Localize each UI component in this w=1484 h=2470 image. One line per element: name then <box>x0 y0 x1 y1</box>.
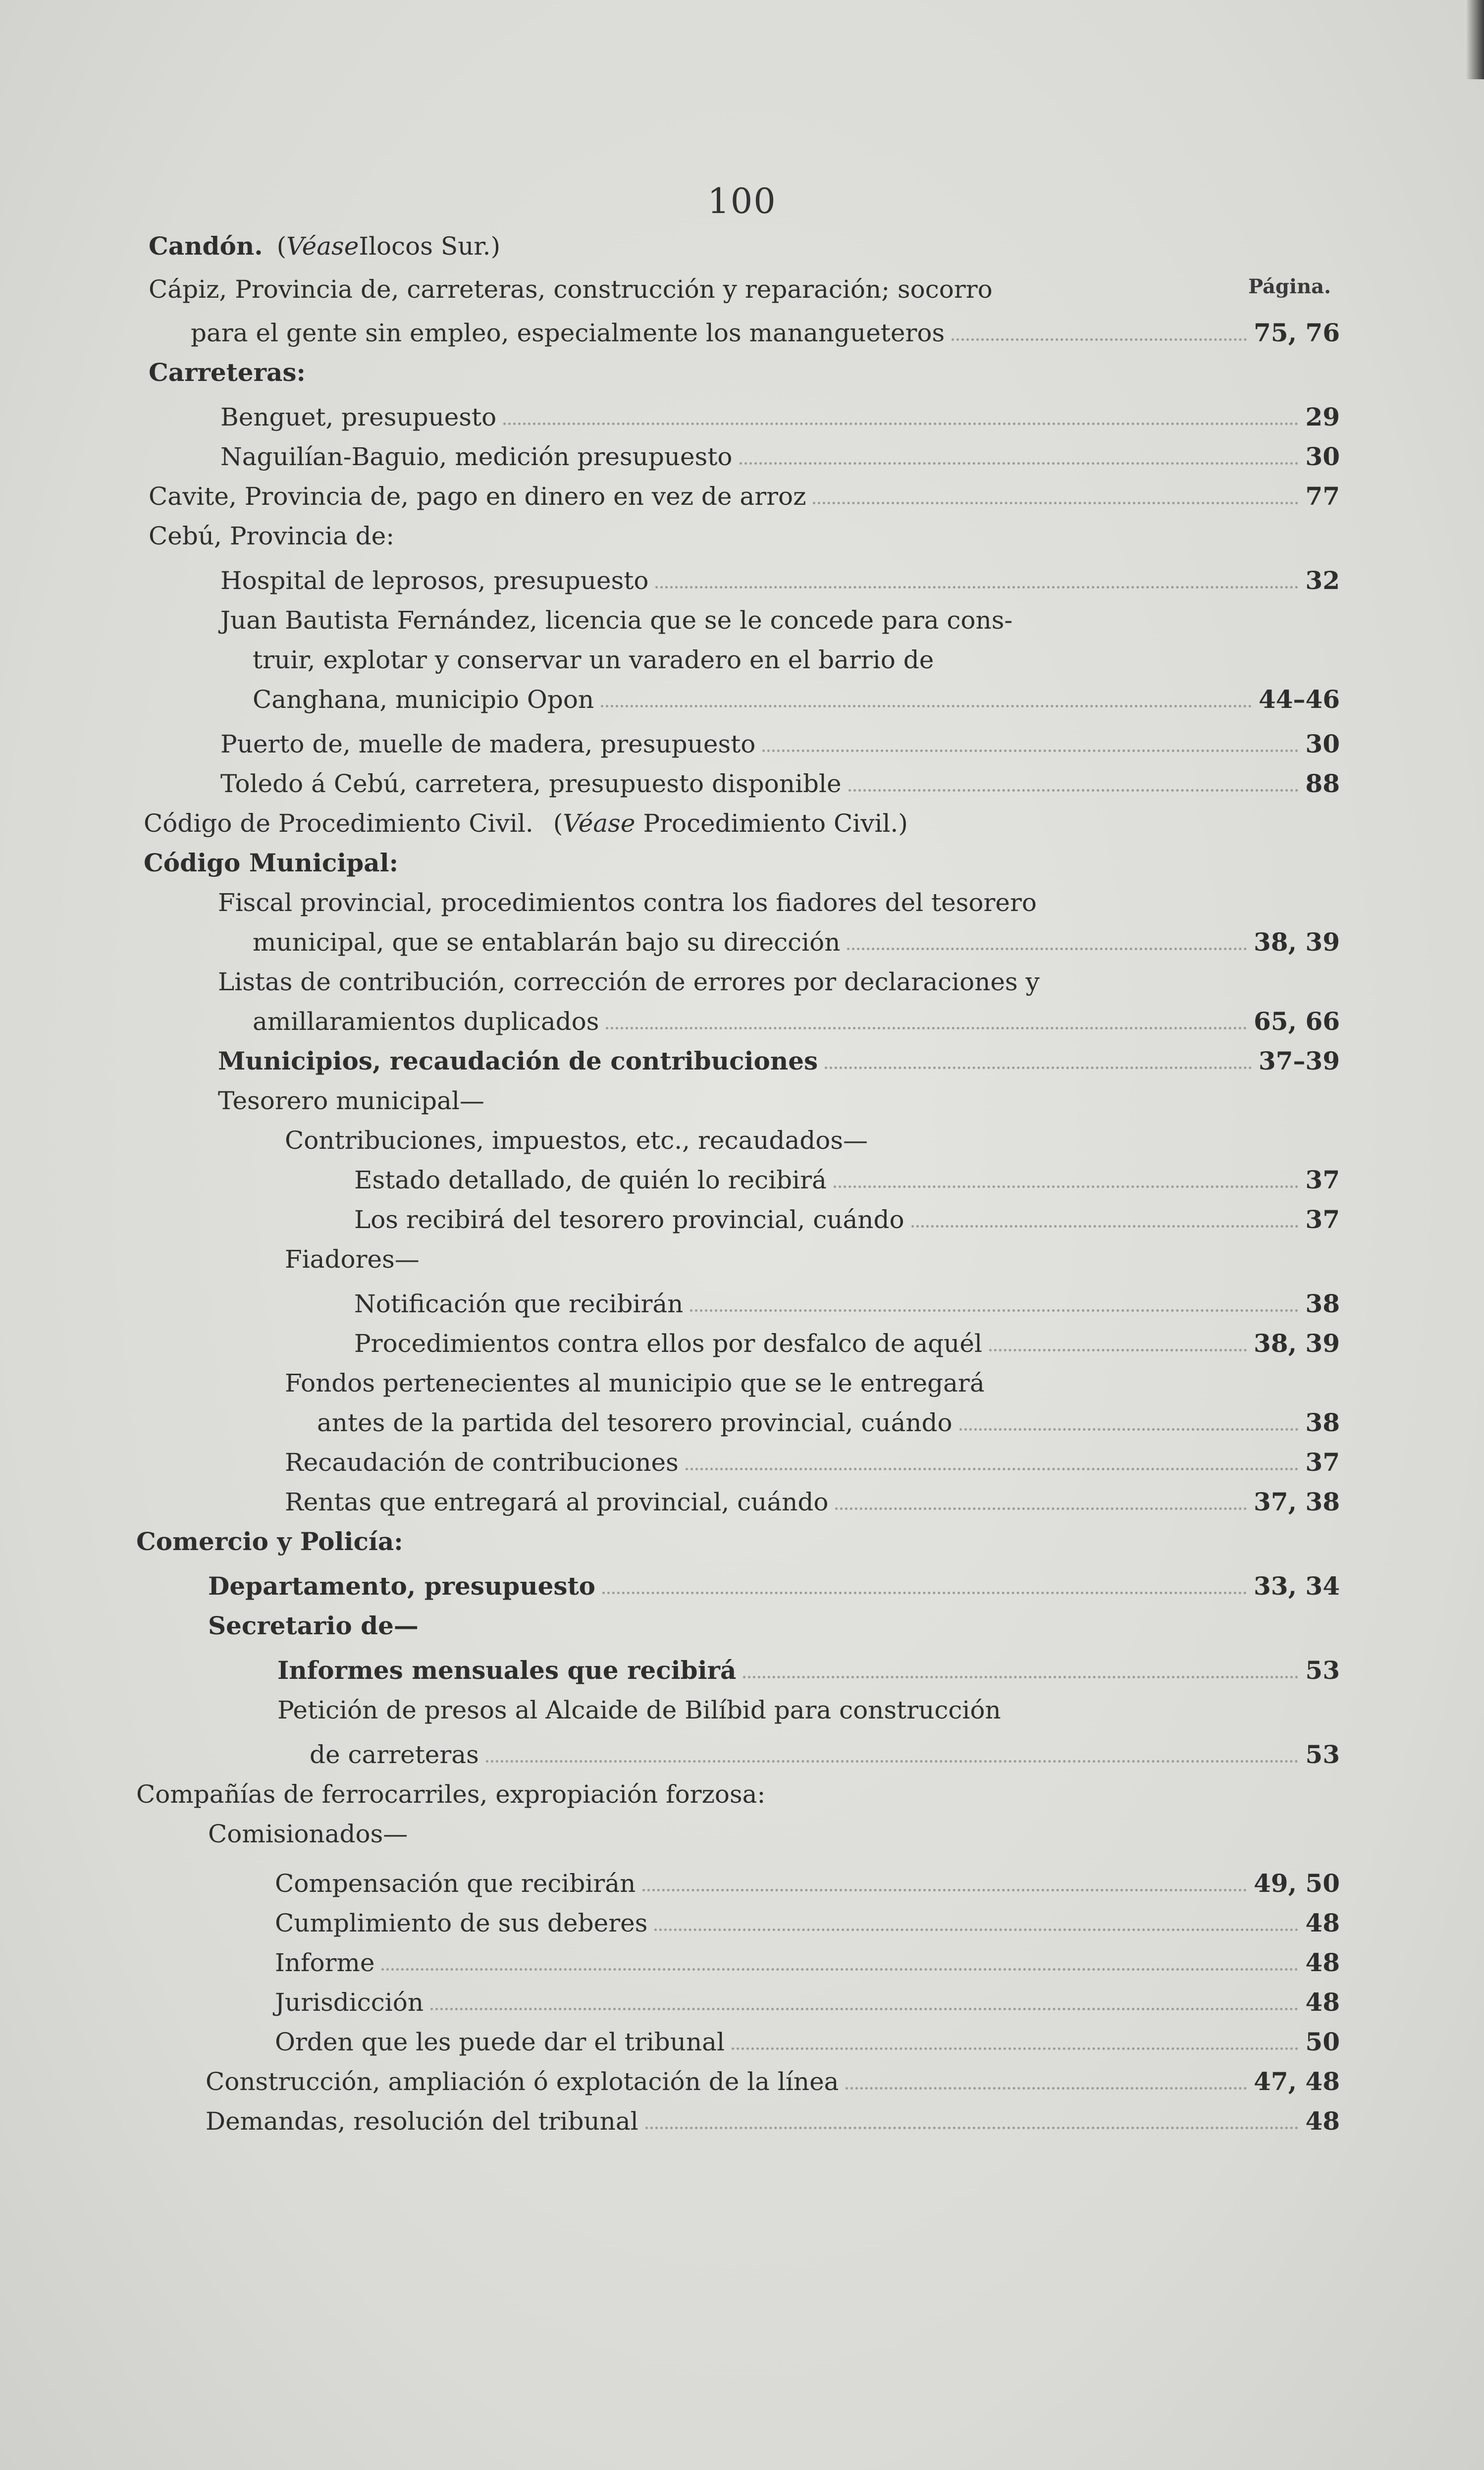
index-entry <box>354 1154 1340 1195</box>
index-entry <box>218 956 1318 997</box>
index-entry <box>149 510 743 551</box>
entry-page-ref: 38 <box>1305 1289 1340 1318</box>
entry-page-ref: 37 <box>1305 1448 1340 1477</box>
entry-text: Cumplimiento de sus deberes <box>275 1909 648 1937</box>
index-entry <box>218 877 1318 917</box>
page-number: 100 <box>707 181 777 221</box>
index-entry <box>220 758 1340 799</box>
index-entry <box>253 674 1340 714</box>
index-entry <box>220 391 1340 432</box>
dot-leader <box>654 1929 1298 1931</box>
entry-paren: ( <box>276 232 287 261</box>
entry-text: Toledo á Cebú, carretera, presupuesto disponible <box>220 769 842 798</box>
entry-see-ref: Véase <box>563 809 636 838</box>
entry-page-ref: 38, 39 <box>1254 927 1340 957</box>
entry-page-ref: 29 <box>1305 402 1340 431</box>
entry-page-ref: 37 <box>1305 1205 1340 1234</box>
entry-page-ref: 88 <box>1305 769 1340 798</box>
index-entry <box>218 1035 1340 1076</box>
index-entry <box>277 1645 1340 1685</box>
index-entry <box>208 1808 802 1849</box>
dot-leader <box>601 705 1252 707</box>
index-entry <box>136 1516 731 1557</box>
entry-heading: Secretario de— <box>208 1611 419 1640</box>
entry-page-ref: 48 <box>1305 1908 1340 1937</box>
dot-leader <box>645 2127 1299 2129</box>
dot-leader <box>655 586 1298 589</box>
entry-text: truir, explotar y conservar un varadero en el barrio de <box>253 645 934 674</box>
entry-text: Listas de contribución, corrección de errores por declaraciones y <box>218 967 1040 996</box>
entry-text: Cápiz, Provincia de, carreteras, construcción y reparación; socorro <box>149 275 993 304</box>
index-entry <box>310 1729 1340 1770</box>
dot-leader <box>602 1592 1247 1594</box>
dot-leader <box>732 2047 1298 2050</box>
dot-leader <box>430 2008 1298 2010</box>
dot-leader <box>740 462 1299 465</box>
entry-page-ref: 33, 34 <box>1254 1571 1340 1601</box>
entry-text: Naguilían-Baguio, medición presupuesto <box>220 442 733 471</box>
index-entry <box>208 1560 1340 1601</box>
index-entry <box>285 1357 1335 1398</box>
entry-text: amillaramientos duplicados <box>253 1007 599 1036</box>
entry-text: Construcción, ampliación ó explotación de la línea <box>206 2067 839 2096</box>
entry-page-ref: 44–46 <box>1258 685 1340 714</box>
dot-leader <box>848 789 1299 792</box>
dot-leader <box>762 750 1298 752</box>
index-entry <box>354 1318 1340 1358</box>
entry-text: Departamento, presupuesto <box>208 1571 596 1601</box>
entry-text: Recaudación de contribuciones <box>285 1448 679 1477</box>
entry-text: Petición de presos al Alcaide de Bilíbid para construcción <box>277 1696 1001 1724</box>
index-entry <box>206 2056 1340 2096</box>
entry-see-ref: Véase <box>286 232 359 261</box>
dot-leader <box>825 1067 1252 1069</box>
entry-text: Contribuciones, impuestos, etc., recaudados— <box>285 1126 868 1155</box>
index-entry <box>253 634 1342 675</box>
dot-leader <box>989 1349 1247 1351</box>
entry-page-ref: 38 <box>1305 1408 1340 1437</box>
entry-heading: Carreteras: <box>149 358 306 387</box>
index-entry <box>220 594 1340 635</box>
dot-leader <box>486 1760 1299 1763</box>
entry-text: Orden que les puede dar el tribunal <box>275 2028 725 2056</box>
index-entry <box>149 471 1340 511</box>
dot-leader <box>952 338 1247 341</box>
entry-text: Demandas, resolución del tribunal <box>206 2107 638 2136</box>
entry-text: Código de Procedimiento Civil. <box>144 809 533 838</box>
index-entry <box>285 1234 879 1274</box>
entry-page-ref: 50 <box>1305 2027 1340 2056</box>
entry-page-ref: 53 <box>1305 1740 1340 1769</box>
index-entry <box>220 718 1340 759</box>
entry-heading: Código Municipal: <box>144 848 399 877</box>
dot-leader <box>846 2087 1247 2090</box>
entry-page-ref: 37 <box>1305 1165 1340 1194</box>
index-entry <box>253 996 1340 1036</box>
index-entry-candon <box>149 220 1283 261</box>
entry-text: Procedimientos contra ellos por desfalco de aquél <box>354 1329 982 1358</box>
entry-text: Notificación que recibirán <box>354 1289 684 1318</box>
entry-page-ref: 53 <box>1305 1656 1340 1685</box>
index-entry <box>206 2095 1340 2136</box>
index-entry <box>285 1476 1340 1517</box>
entry-page-ref: 30 <box>1305 729 1340 758</box>
dot-leader <box>959 1428 1299 1431</box>
entry-text: Juan Bautista Fernández, licencia que se le concede para cons- <box>220 606 1013 635</box>
dot-leader <box>381 1968 1298 1971</box>
index-entry <box>275 2016 1340 2057</box>
index-entry <box>149 347 743 387</box>
index-entry <box>285 1115 1176 1155</box>
index-entry <box>218 1075 812 1116</box>
entry-page-ref: 38, 39 <box>1254 1329 1340 1358</box>
entry-text: Municipios, recaudación de contribuciones <box>218 1046 818 1075</box>
dot-leader <box>911 1225 1299 1228</box>
dot-leader <box>743 1676 1298 1678</box>
entry-text: para el gente sin empleo, especialmente los manangueteros <box>191 319 945 347</box>
entry-page-ref: 37, 38 <box>1254 1487 1340 1516</box>
index-entry <box>191 307 1340 348</box>
dot-leader <box>847 948 1247 950</box>
entry-heading: Comercio y Policía: <box>136 1527 403 1556</box>
entry-text: Benguet, presupuesto <box>220 403 497 431</box>
index-entry <box>354 1194 1340 1235</box>
entry-page-ref: 48 <box>1305 1948 1340 1977</box>
entry-heading: Compañías de ferrocarriles, expropiación forzosa: <box>136 1780 766 1809</box>
dot-leader <box>835 1507 1247 1510</box>
entry-page-ref: 77 <box>1305 482 1340 511</box>
entry-page-ref: 32 <box>1305 566 1340 595</box>
entry-page-ref: 48 <box>1305 2106 1340 2136</box>
index-entry <box>275 1977 1340 2017</box>
entry-page-ref: 75, 76 <box>1254 318 1340 347</box>
entry-head: Candón. <box>149 231 263 261</box>
entry-text: Jurisdicción <box>275 1988 424 2017</box>
dot-leader <box>690 1309 1298 1312</box>
entry-text: Fondos pertenecientes al municipio que se le entregará <box>285 1369 985 1397</box>
index-entry <box>253 916 1340 957</box>
dot-leader <box>813 502 1298 504</box>
dot-leader <box>503 423 1298 425</box>
entry-page-ref: 37–39 <box>1258 1046 1340 1075</box>
dot-leader <box>834 1185 1299 1188</box>
index-entry <box>275 1937 1340 1978</box>
entry-text: Hospital de leprosos, presupuesto <box>220 566 649 595</box>
index-entry <box>317 1397 1340 1438</box>
index-entry <box>277 1684 1332 1725</box>
entry-text: Ilocos Sur.) <box>359 232 501 261</box>
index-entry <box>149 264 1263 304</box>
entry-heading: Comisionados— <box>208 1820 408 1848</box>
entry-text: Compensación que recibirán <box>275 1869 636 1898</box>
entry-text: Informe <box>275 1948 375 1977</box>
index-entry <box>285 1437 1340 1477</box>
entry-heading: Tesorero municipal— <box>218 1086 484 1115</box>
entry-text: Estado detallado, de quién lo recibirá <box>354 1166 827 1194</box>
entry-text: Los recibirá del tesorero provincial, cuándo <box>354 1205 904 1234</box>
index-entry <box>275 1897 1340 1938</box>
index-entry <box>275 1858 1340 1898</box>
dot-leader <box>686 1468 1299 1470</box>
entry-text: Fiscal provincial, procedimientos contra los fiadores del tesorero <box>218 888 1037 917</box>
entry-text: Puerto de, muelle de madera, presupuesto <box>220 730 756 758</box>
index-entry-codigo-procedimiento: Código de Procedimiento Civil. ( Véase Procedimiento Civil.) <box>144 809 908 838</box>
entry-text: de carreteras <box>310 1740 479 1769</box>
entry-text: Cavite, Provincia de, pago en dinero en vez de arroz <box>149 482 806 511</box>
entry-heading: Fiadores— <box>285 1245 420 1274</box>
dot-leader <box>642 1889 1247 1891</box>
entry-page-ref: 49, 50 <box>1254 1869 1340 1898</box>
page-column-header: Página. <box>1248 275 1331 298</box>
index-entry <box>208 1600 802 1641</box>
entry-page-ref: 47, 48 <box>1254 2067 1340 2096</box>
entry-text: antes de la partida del tesorero provincial, cuándo <box>317 1408 953 1437</box>
dot-leader <box>606 1027 1247 1029</box>
entry-page-ref: 30 <box>1305 442 1340 471</box>
entry-see-target: Procedimiento Civil.) <box>643 809 908 838</box>
entry-text: Canghana, municipio Opon <box>253 685 594 714</box>
index-entry <box>220 555 1340 595</box>
entry-text: Rentas que entregará al provincial, cuándo <box>285 1488 829 1516</box>
entry-page-ref: 65, 66 <box>1254 1007 1340 1036</box>
index-entry <box>354 1278 1340 1319</box>
index-entry <box>144 837 738 878</box>
index-entry <box>136 1769 1127 1809</box>
index-entry <box>220 431 1340 472</box>
entry-text: municipal, que se entablarán bajo su dirección <box>253 928 841 957</box>
entry-heading: Cebú, Provincia de: <box>149 522 395 550</box>
entry-text: Informes mensuales que recibirá <box>277 1656 737 1685</box>
entry-page-ref: 48 <box>1305 1987 1340 2017</box>
